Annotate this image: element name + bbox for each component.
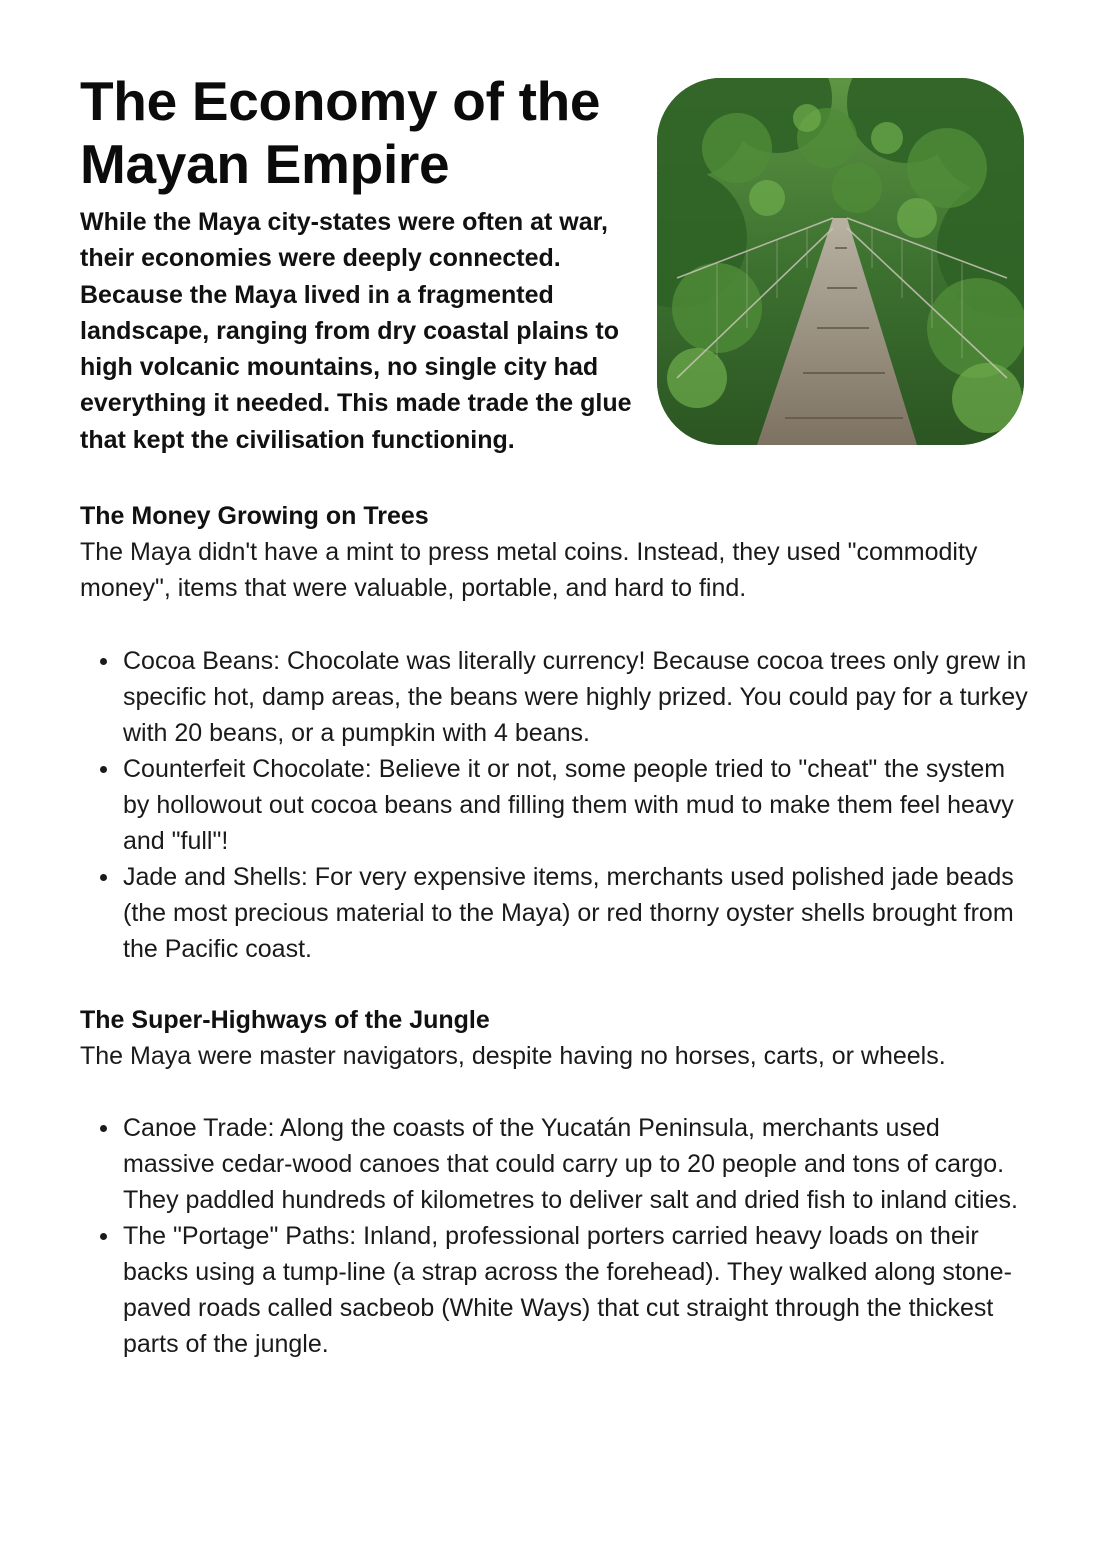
jungle-bridge-photo: [657, 78, 1024, 445]
intro-paragraph: While the Maya city-states were often at war, their economies were deeply connected. Because the Maya lived in a fragmented landscape, ranging from dry coastal plains to high volcanic mountains, no single city had everything it needed. This made trade the glue that kept the civilisation functioning.: [80, 208, 632, 454]
section-lead: The Maya were master navigators, despite having no horses, carts, or wheels.: [80, 1042, 946, 1070]
page-title: The Economy of the Mayan Empire: [80, 70, 601, 195]
section-highways: [80, 1002, 1030, 1074]
list-item: Jade and Shells: For very expensive items, merchants used polished jade beads (the most precious material to the Maya) or red thorny oyster shells brought from the Pacific coast.: [80, 859, 1030, 967]
list-item: The "Portage" Paths: Inland, professional porters carried heavy loads on their backs using a tump-line (a strap across the forehead). They walked along stone-paved roads called sacbeob (White Ways) that cut straight through the thickest parts of the jungle.: [80, 1218, 1030, 1362]
bullet-icon: [100, 766, 107, 773]
section-lead: The Maya didn't have a mint to press metal coins. Instead, they used "commodity money", items that were valuable, portable, and hard to find.: [80, 538, 978, 602]
bullet-icon: [100, 658, 107, 665]
bullet-icon: [100, 874, 107, 881]
highways-bullet-list: [80, 1110, 1030, 1362]
list-item: Canoe Trade: Along the coasts of the Yucatán Peninsula, merchants used massive cedar-wood canoes that could carry up to 20 people and tons of cargo. They paddled hundreds of kilometres to deliver salt and dried fish to inland cities.: [80, 1110, 1030, 1218]
list-item: Counterfeit Chocolate: Believe it or not, some people tried to "cheat" the system by hollowout out cocoa beans and filling them with mud to make them feel heavy and "full"!: [80, 751, 1030, 859]
list-item: Cocoa Beans: Chocolate was literally currency! Because cocoa trees only grew in specific hot, damp areas, the beans were highly prized. You could pay for a turkey with 20 beans, or a pumpkin with 4 beans.: [80, 643, 1030, 751]
section-heading: The Money Growing on Trees: [80, 502, 429, 530]
bullet-icon: [100, 1125, 107, 1132]
bullet-icon: [100, 1233, 107, 1240]
section-heading: The Super-Highways of the Jungle: [80, 1006, 490, 1034]
money-bullet-list: [80, 643, 1030, 967]
section-money: [80, 498, 1030, 606]
